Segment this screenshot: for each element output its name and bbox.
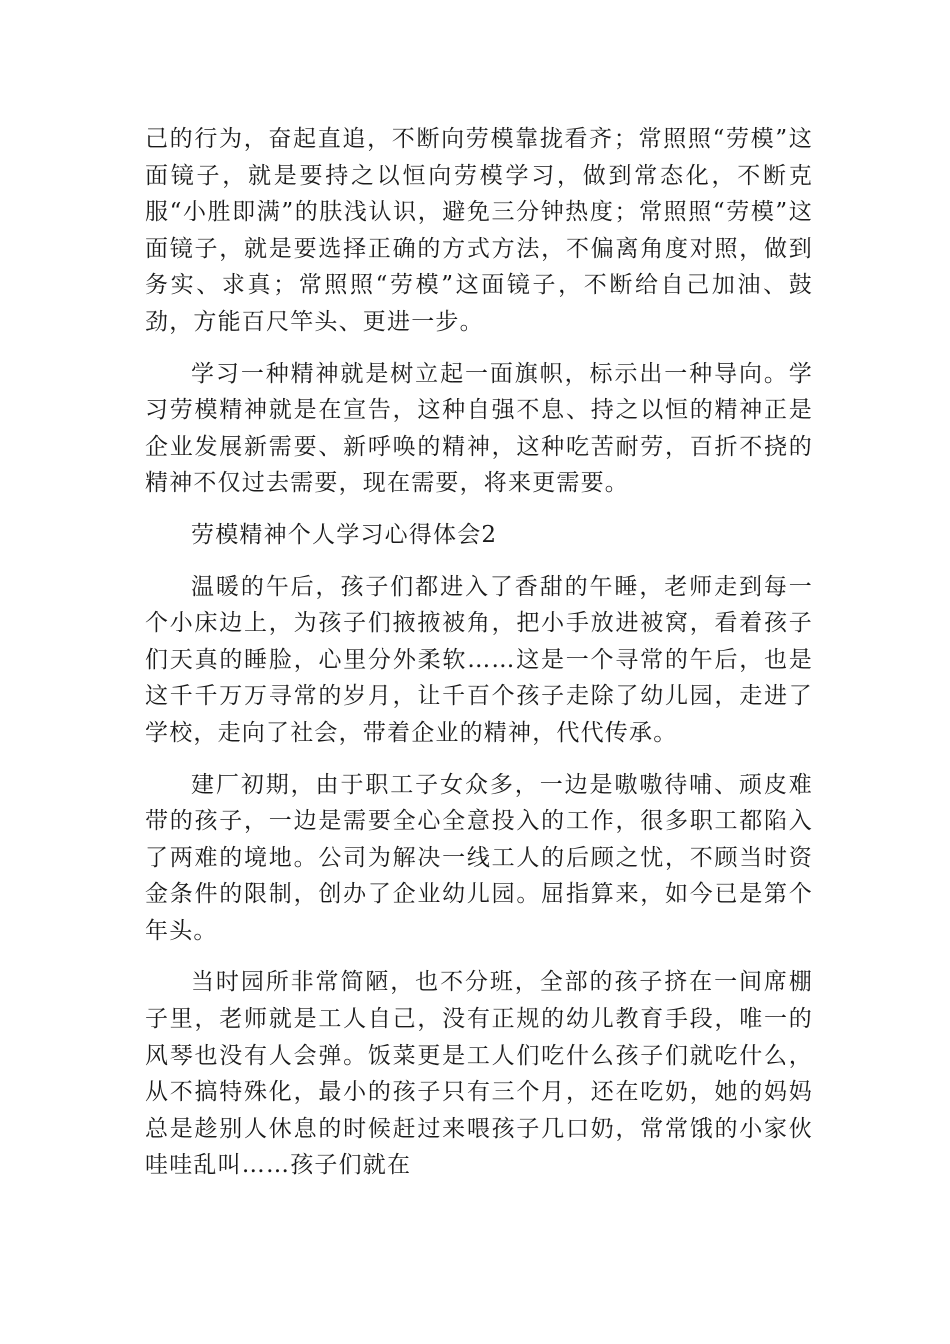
section-heading: 劳模精神个人学习心得体会2	[191, 521, 498, 548]
paragraph-kindergarten-conditions: 当时园所非常简陋，也不分班，全部的孩子挤在一间席棚子里，老师就是工人自己，没有正规的幼儿教育手段，唯一的风琴也没有人会弹。饭菜更是工人们吃什么孩子们就吃什么，从不搞特殊化，最小的孩子只有三个月，还在吃奶，她的妈妈总是趁别人休息的时候赶过来喂孩子几口奶，常常饿的小家伙哇哇乱叫……孩子们就在	[145, 969, 813, 1179]
paragraph-continuation: 己的行为，奋起直追，不断向劳模靠拢看齐；常照照“劳模”这面镜子，就是要持之以恒向劳模学习，做到常态化，不断克服“小胜即满”的肤浅认识，避免三分钟热度；常照照“劳模”这面镜子，就是要选择正确的方式方法，不偏离角度对照，做到务实、求真；常照照“劳模”这面镜子，不断给自己加油、鼓劲，方能百尺竿头、更进一步。	[145, 126, 813, 335]
paragraph-learning-spirit: 学习一种精神就是树立起一面旗帜，标示出一种导向。学习劳模精神就是在宣告，这种自强不息、持之以恒的精神正是企业发展新需要、新呼唤的精神，这种吃苦耐劳，百折不挠的精神不仅过去需要，现在需要，将来更需要。	[145, 360, 813, 497]
paragraph-factory-founding: 建厂初期，由于职工子女众多，一边是嗷嗷待哺、顽皮难带的孩子，一边是需要全心全意投入的工作，很多职工都陷入了两难的境地。公司为解决一线工人的后顾之忧，不顾当时资金条件的限制，创办了企业幼儿园。屈指算来，如今已是第个年头。	[145, 771, 813, 944]
paragraph-warm-afternoon: 温暖的午后，孩子们都进入了香甜的午睡，老师走到每一个小床边上，为孩子们掖掖被角，把小手放进被窝，看着孩子们天真的睡脸，心里分外柔软……这是一个寻常的午后，也是这千千万万寻常的岁月，让千百个孩子走除了幼儿园，走进了学校，走向了社会，带着企业的精神，代代传承。	[145, 573, 813, 746]
document-body	[145, 121, 813, 1184]
